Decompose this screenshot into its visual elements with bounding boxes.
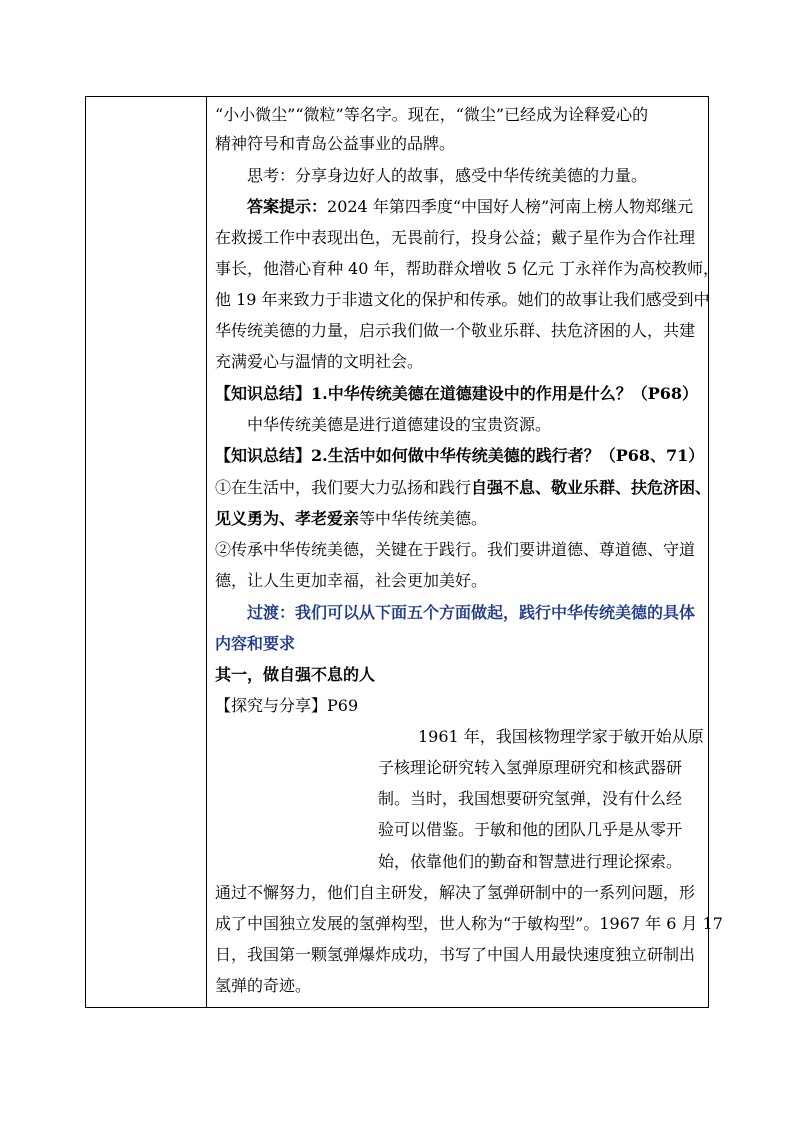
point-text: 等中华传统美德。 <box>359 509 488 528</box>
left-column-cell <box>86 97 207 1007</box>
story-line: 制。当时，我国想要研究氢弹，没有什么经 <box>378 789 683 808</box>
summary-answer-1: 中华传统美德是进行道德建设的宝贵资源。 <box>247 415 552 434</box>
text-line: 他 19 年来致力于非遗文化的保护和传承。她们的故事让我们感受到中 <box>215 290 710 309</box>
summary-point-1-cont <box>215 509 487 529</box>
story-line: 通过不懈努力，他们自主研发，解决了氢弹研制中的一系列问题，形 <box>215 883 696 902</box>
summary-heading-1: 【知识总结】1.中华传统美德在道德建设中的作用是什么？（P68） <box>215 384 699 403</box>
story-line: 1961 年，我国核物理学家于敏开始从原 <box>418 727 704 746</box>
summary-point-1 <box>215 478 711 498</box>
lesson-table <box>85 96 723 1008</box>
answer-text: 2024 年第四季度“中国好人榜”河南上榜人物郑继元 <box>327 197 694 216</box>
virtue-list: 见义勇为、孝老爱亲 <box>215 509 360 528</box>
explore-heading: 【探究与分享】P69 <box>215 696 359 715</box>
story-line: 日，我国第一颗氢弹爆炸成功，书写了中国人用最快速度独立研制出 <box>215 945 696 964</box>
text-line: 事长，他潜心育种 40 年，帮助群众增收 5 亿元 丁永祥作为高校教师， <box>215 259 719 278</box>
story-line: 子核理论研究转入氢弹原理研究和核武器研 <box>378 758 683 777</box>
text-line: 华传统美德的力量，启示我们做一个敬业乐群、扶危济困的人，共建 <box>215 321 696 340</box>
text-line: 在救援工作中表现出色，无畏前行，投身公益；戴子星作为合作社理 <box>215 228 696 247</box>
text-line: 充满爱心与温情的文明社会。 <box>215 352 424 371</box>
section-heading: 其一，做自强不息的人 <box>215 665 376 684</box>
transition-line-cont: 内容和要求 <box>215 634 296 653</box>
summary-point-2: ②传承中华传统美德，关键在于践行。我们要讲道德、尊道德、守道 <box>215 540 696 559</box>
virtue-list: 自强不息、敬业乐群、扶危济困、 <box>471 478 712 497</box>
answer-line <box>247 197 693 217</box>
transition-line: 过渡：我们可以从下面五个方面做起，践行中华传统美德的具体 <box>247 603 696 622</box>
story-line: 氢弹的奇迹。 <box>215 976 312 995</box>
think-line: 思考：分享身边好人的故事，感受中华传统美德的力量。 <box>247 166 648 185</box>
summary-heading-2: 【知识总结】2.生活中如何做中华传统美德的践行者？（P68、71） <box>215 446 705 465</box>
text-line: 德，让人生更加幸福，社会更加美好。 <box>215 571 488 590</box>
story-line: 验可以借鉴。于敏和他的团队几乎是从零开 <box>378 820 683 839</box>
text-line: 精神符号和青岛公益事业的品牌。 <box>215 134 456 153</box>
story-line: 成了中国独立发展的氢弹构型，世人称为“于敏构型”。1967 年 6 月 17 <box>215 914 723 933</box>
text-line: “小小微尘”“微粒”等名字。现在，“微尘”已经成为诠释爱心的 <box>215 105 649 124</box>
point-text: ①在生活中，我们要大力弘扬和践行 <box>215 478 472 497</box>
answer-label: 答案提示： <box>247 197 328 216</box>
story-line: 始，依靠他们的勤奋和智慧进行理论探索。 <box>378 852 683 871</box>
